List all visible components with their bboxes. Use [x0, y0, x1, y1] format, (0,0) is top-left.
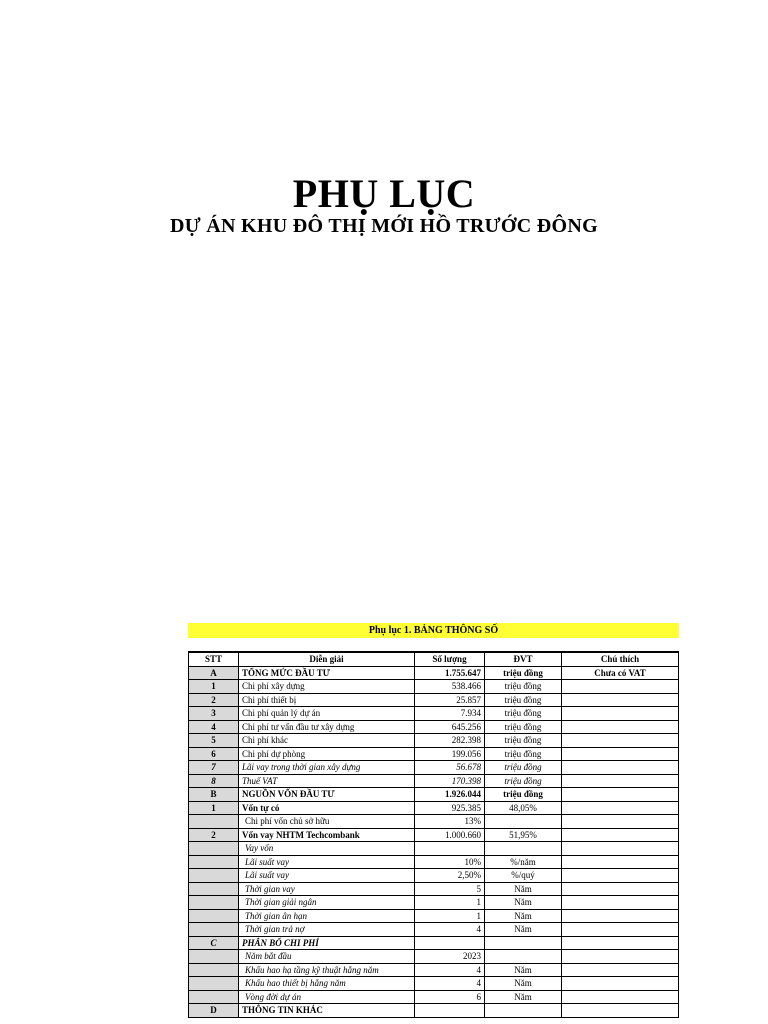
table-row [189, 828, 679, 842]
cell-quantity: 2,50% [415, 869, 485, 883]
cell-stt: 6 [189, 747, 239, 761]
cell-note [562, 815, 679, 829]
cell-quantity: 645.256 [415, 720, 485, 734]
cell-note [562, 936, 679, 950]
cell-stt [189, 896, 239, 910]
cell-quantity: 56.678 [415, 761, 485, 775]
cell-description: Thời gian vay [239, 882, 415, 896]
table-row [189, 680, 679, 694]
cell-note [562, 869, 679, 883]
cell-stt [189, 977, 239, 991]
cell-stt [189, 909, 239, 923]
table-caption: Phụ lục 1. BẢNG THÔNG SỐ [188, 623, 679, 638]
cell-note [562, 747, 679, 761]
cell-description: Chi phí xây dựng [239, 680, 415, 694]
cell-quantity: 1 [415, 896, 485, 910]
cell-quantity: 25.857 [415, 693, 485, 707]
cell-unit: triệu đồng [485, 666, 562, 680]
cell-note [562, 761, 679, 775]
cell-quantity: 6 [415, 990, 485, 1004]
cell-quantity: 282.398 [415, 734, 485, 748]
col-header-note: Chú thích [562, 652, 679, 666]
cell-unit [485, 842, 562, 856]
table-row [189, 936, 679, 950]
cell-stt: C [189, 936, 239, 950]
table-row [189, 666, 679, 680]
cell-note [562, 909, 679, 923]
table-row [189, 747, 679, 761]
cell-description: Năm bắt đầu [239, 950, 415, 964]
table-row [189, 761, 679, 775]
table-row [189, 909, 679, 923]
cell-quantity: 4 [415, 977, 485, 991]
cell-unit: Năm [485, 990, 562, 1004]
cell-unit: 51,95% [485, 828, 562, 842]
cell-unit: Năm [485, 909, 562, 923]
cell-unit: %/quý [485, 869, 562, 883]
cell-unit: triệu đồng [485, 693, 562, 707]
cell-quantity: 13% [415, 815, 485, 829]
cell-stt [189, 882, 239, 896]
cell-description: NGUỒN VỐN ĐẦU TƯ [239, 788, 415, 802]
cell-note [562, 977, 679, 991]
cell-description: Vay vốn [239, 842, 415, 856]
col-header-description: Diễn giải [239, 652, 415, 666]
cell-description: Chi phí thiết bị [239, 693, 415, 707]
cell-unit: triệu đồng [485, 680, 562, 694]
cell-note [562, 855, 679, 869]
cell-unit: triệu đồng [485, 707, 562, 721]
cell-description: PHÂN BỔ CHI PHÍ [239, 936, 415, 950]
table-row [189, 869, 679, 883]
cell-description: Vốn vay NHTM Techcombank [239, 828, 415, 842]
cell-description: Thời gian giải ngân [239, 896, 415, 910]
table-row [189, 707, 679, 721]
col-header-quantity: Số lượng [415, 652, 485, 666]
cell-quantity: 1.926.044 [415, 788, 485, 802]
cell-stt: 3 [189, 707, 239, 721]
cell-note [562, 963, 679, 977]
cell-note [562, 707, 679, 721]
cell-note: Chưa có VAT [562, 666, 679, 680]
table-row [189, 788, 679, 802]
cell-unit: Năm [485, 882, 562, 896]
table-row [189, 774, 679, 788]
cell-unit: Năm [485, 963, 562, 977]
cell-description: Lãi suất vay [239, 869, 415, 883]
cell-note [562, 734, 679, 748]
cell-note [562, 882, 679, 896]
table-row [189, 801, 679, 815]
table-row [189, 693, 679, 707]
cell-quantity: 4 [415, 923, 485, 937]
cell-note [562, 720, 679, 734]
cell-description: Chi phí tư vấn đầu tư xây dựng [239, 720, 415, 734]
cell-quantity: 1.755.647 [415, 666, 485, 680]
cell-description: TỔNG MỨC ĐẦU TƯ [239, 666, 415, 680]
cell-stt [189, 990, 239, 1004]
cell-note [562, 774, 679, 788]
cell-stt [189, 869, 239, 883]
table-row [189, 977, 679, 991]
cell-unit: %/năm [485, 855, 562, 869]
cell-quantity: 4 [415, 963, 485, 977]
cell-stt: 4 [189, 720, 239, 734]
cell-stt: B [189, 788, 239, 802]
cell-note [562, 828, 679, 842]
cell-quantity: 10% [415, 855, 485, 869]
table-body [189, 666, 679, 1017]
table-row [189, 882, 679, 896]
cell-quantity: 538.466 [415, 680, 485, 694]
cell-stt: D [189, 1004, 239, 1018]
cell-unit [485, 815, 562, 829]
table-row [189, 734, 679, 748]
cell-note [562, 680, 679, 694]
cell-unit: Năm [485, 923, 562, 937]
cell-description: Thời gian trả nợ [239, 923, 415, 937]
cell-description: Lãi vay trong thời gian xây dựng [239, 761, 415, 775]
cell-quantity [415, 842, 485, 856]
cell-quantity: 5 [415, 882, 485, 896]
cell-note [562, 1004, 679, 1018]
cell-stt: 1 [189, 680, 239, 694]
cell-unit: triệu đồng [485, 761, 562, 775]
cell-description: Chi phí vốn chủ sở hữu [239, 815, 415, 829]
cell-stt [189, 923, 239, 937]
cell-note [562, 923, 679, 937]
cell-description: THÔNG TIN KHÁC [239, 1004, 415, 1018]
cell-stt: 7 [189, 761, 239, 775]
cell-quantity: 170.398 [415, 774, 485, 788]
cell-quantity: 199.056 [415, 747, 485, 761]
page-title: PHỤ LỤC [292, 171, 476, 216]
cell-note [562, 801, 679, 815]
cell-description: Vòng đời dự án [239, 990, 415, 1004]
cell-unit [485, 936, 562, 950]
cell-note [562, 788, 679, 802]
cell-description: Thuế VAT [239, 774, 415, 788]
cell-stt [189, 815, 239, 829]
cell-stt: 1 [189, 801, 239, 815]
cell-stt: 8 [189, 774, 239, 788]
cell-description: Chi phí quản lý dự án [239, 707, 415, 721]
cell-stt: 5 [189, 734, 239, 748]
cell-stt [189, 950, 239, 964]
table-row [189, 720, 679, 734]
table-row [189, 950, 679, 964]
page-subtitle: DỰ ÁN KHU ĐÔ THỊ MỚI HỒ TRƯỚC ĐÔNG [170, 215, 598, 237]
table-row [189, 923, 679, 937]
cell-quantity: 7.934 [415, 707, 485, 721]
cell-description: Khấu hao hạ tầng kỹ thuật hằng năm [239, 963, 415, 977]
cell-note [562, 842, 679, 856]
table-row [189, 963, 679, 977]
cell-quantity: 925.385 [415, 801, 485, 815]
cell-quantity: 2023 [415, 950, 485, 964]
cell-description: Lãi suất vay [239, 855, 415, 869]
cell-unit [485, 1004, 562, 1018]
cell-stt: A [189, 666, 239, 680]
cell-unit: triệu đồng [485, 734, 562, 748]
cell-note [562, 950, 679, 964]
cell-stt [189, 963, 239, 977]
cell-unit: triệu đồng [485, 720, 562, 734]
table-row [189, 1004, 679, 1018]
cell-unit: triệu đồng [485, 774, 562, 788]
table-row [189, 855, 679, 869]
cell-unit: Năm [485, 977, 562, 991]
cell-quantity [415, 1004, 485, 1018]
cell-unit: triệu đồng [485, 747, 562, 761]
cell-note [562, 693, 679, 707]
parameter-table [188, 651, 679, 1018]
table-row [189, 896, 679, 910]
table-row [189, 990, 679, 1004]
cell-quantity [415, 936, 485, 950]
cell-stt [189, 842, 239, 856]
cell-stt: 2 [189, 693, 239, 707]
col-header-stt: STT [189, 652, 239, 666]
cell-description: Khấu hao thiết bị hằng năm [239, 977, 415, 991]
cell-quantity: 1 [415, 909, 485, 923]
cell-unit: 48,05% [485, 801, 562, 815]
cell-unit: triệu đồng [485, 788, 562, 802]
cell-unit [485, 950, 562, 964]
col-header-unit: ĐVT [485, 652, 562, 666]
cell-note [562, 896, 679, 910]
table-row [189, 842, 679, 856]
cell-description: Thời gian ân hạn [239, 909, 415, 923]
cell-note [562, 990, 679, 1004]
table-header-row [189, 652, 679, 666]
cell-description: Vốn tự có [239, 801, 415, 815]
cell-description: Chi phí khác [239, 734, 415, 748]
cell-stt: 2 [189, 828, 239, 842]
cell-unit: Năm [485, 896, 562, 910]
table-row [189, 815, 679, 829]
cell-quantity: 1.000.660 [415, 828, 485, 842]
cell-description: Chi phí dự phòng [239, 747, 415, 761]
cell-stt [189, 855, 239, 869]
